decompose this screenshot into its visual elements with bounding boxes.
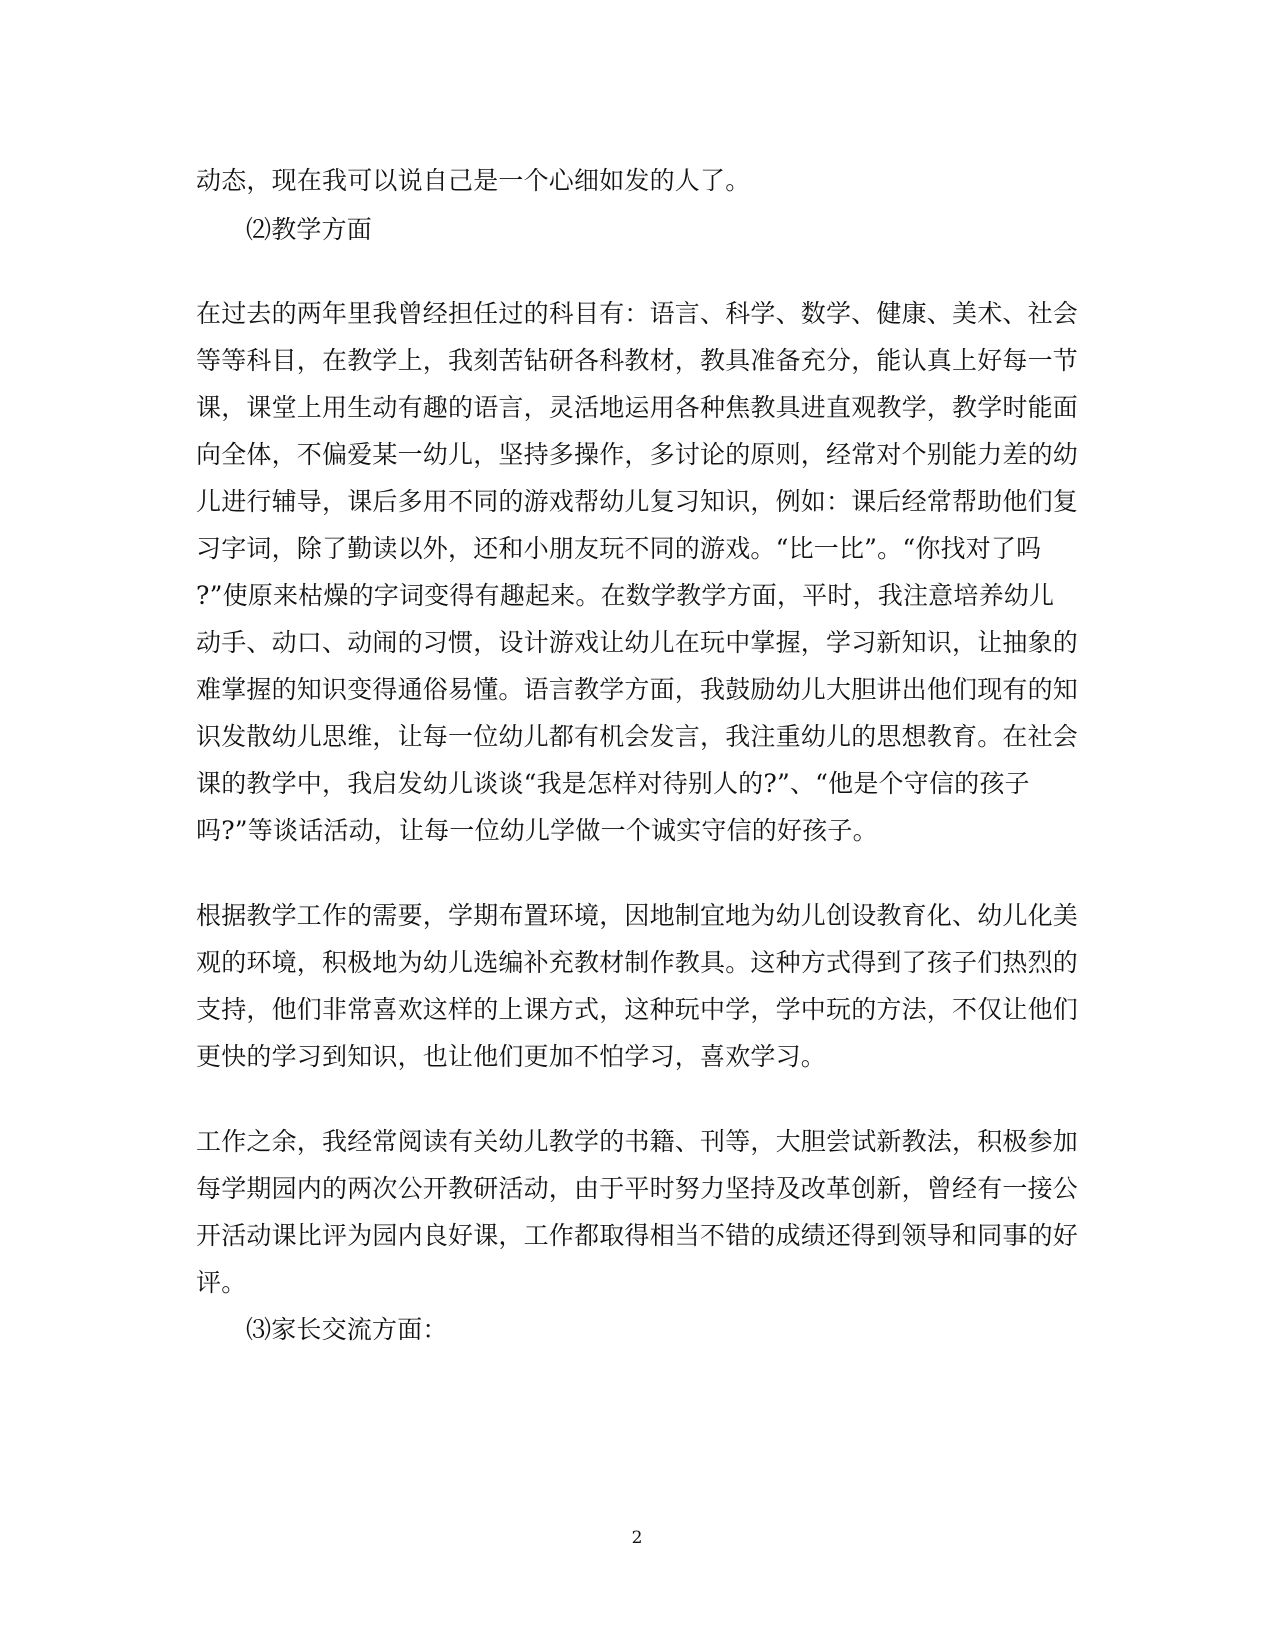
paragraph-line: 等等科目，在教学上，我刻苦钻研各科教材，教具准备充分，能认真上好每一节	[196, 346, 1079, 375]
page-number: 2	[631, 1528, 643, 1548]
paragraph-line: 支持，他们非常喜欢这样的上课方式，这种玩中学，学中玩的方法，不仅让他们	[196, 995, 1079, 1024]
paragraph-line: 课的教学中，我启发幼儿谈谈“我是怎样对待别人的?”、“他是个守信的孩子	[196, 769, 1030, 798]
paragraph-line: 更快的学习到知识，也让他们更加不怕学习，喜欢学习。	[196, 1042, 827, 1071]
paragraph-line: 开活动课比评为园内良好课，工作都取得相当不错的成绩还得到领导和同事的好	[196, 1221, 1079, 1250]
paragraph-line: 评。	[196, 1268, 247, 1297]
paragraph-line: 动手、动口、动闹的习惯，设计游戏让幼儿在玩中掌握，学习新知识，让抽象的	[196, 628, 1079, 657]
paragraph-line: 识发散幼儿思维，让每一位幼儿都有机会发言，我注重幼儿的思想教育。在社会	[196, 722, 1079, 751]
paragraph-line: 难掌握的知识变得通俗易懂。语言教学方面，我鼓励幼儿大胆讲出他们现有的知	[196, 675, 1079, 704]
paragraph-line: 向全体，不偏爱某一幼儿，坚持多操作，多讨论的原则，经常对个别能力差的幼	[196, 440, 1079, 469]
paragraph-line: 每学期园内的两次公开教研活动，由于平时努力坚持及改革创新，曾经有一接公	[196, 1174, 1079, 1203]
paragraph-line: 课，课堂上用生动有趣的语言，灵活地运用各种焦教具进直观教学，教学时能面	[196, 393, 1079, 422]
paragraph-line: 在过去的两年里我曾经担任过的科目有：语言、科学、数学、健康、美术、社会	[196, 299, 1079, 328]
paragraph-line: 根据教学工作的需要，学期布置环境，因地制宜地为幼儿创设教育化、幼儿化美	[196, 901, 1079, 930]
paragraph-line: 动态，现在我可以说自己是一个心细如发的人了。	[196, 166, 751, 195]
paragraph-line: ?”使原来枯燥的字词变得有趣起来。在数学教学方面，平时，我注意培养幼儿	[196, 581, 1055, 610]
paragraph-line: 观的环境，积极地为幼儿选编补充教材制作教具。这种方式得到了孩子们热烈的	[196, 948, 1079, 977]
section-heading-parents: ⑶家长交流方面：	[246, 1315, 448, 1344]
paragraph-line: 工作之余，我经常阅读有关幼儿教学的书籍、刊等，大胆尝试新教法，积极参加	[196, 1127, 1079, 1156]
paragraph-line: 吗?”等谈话活动，让每一位幼儿学做一个诚实守信的好孩子。	[196, 816, 878, 845]
paragraph-line: 习字词，除了勤读以外，还和小朋友玩不同的游戏。“比一比”。“你找对了吗	[196, 534, 1042, 563]
section-heading-teaching: ⑵教学方面	[246, 215, 373, 244]
paragraph-line: 儿进行辅导，课后多用不同的游戏帮幼儿复习知识，例如：课后经常帮助他们复	[196, 487, 1079, 516]
